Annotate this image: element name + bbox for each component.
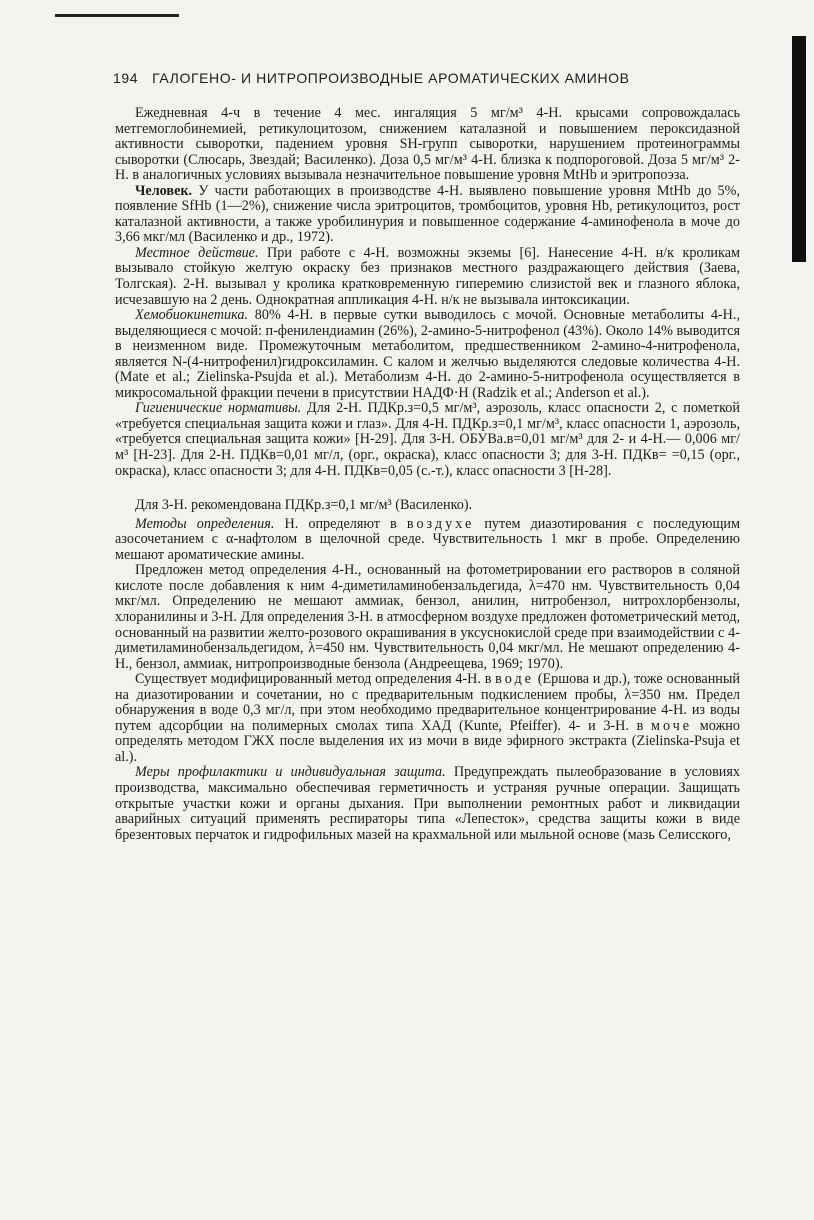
paragraph-local-action: Местное действие. При работе с 4-Н. возможны экземы [6]. Нанесение 4-Н. н/к кроликам вызывало стойкую желтую окраску без признаков местного раздражающего действия (Заева, Толгская). 2-Н. вызывал у кролика кратковременную гиперемию слизистой век и глазного яблока, исчезавшую на 2 день. Однократная аппликация 4-Н. н/к не вызывала интоксикации. xyxy=(115,244,740,308)
paragraph-water-method: Существует модифицированный метод определения 4-Н. в воде (Ершова и др.), тоже основанный на диазотировании и сочетании, но с предварительным подкислением пробы, λ=350 нм. Предел обнаружения в воде 0,3 мг/л, при этом необходимо предварительное концентрирование 4-Н. из воды путем адсорбции на полимерных смолах типа ХАД (Kunte, Pfeiffer). 4- и 3-Н. в моче можно определять методом ГЖХ после выделения их из мочи в виде эфирного экстракта (Zielinska-Psuja et al.). xyxy=(115,671,741,765)
running-header xyxy=(113,70,753,86)
paragraph-lead: Методы определения. xyxy=(135,515,275,532)
paragraph-rat-inhalation: Ежедневная 4-ч в течение 4 мес. ингаляция 5 мг/м³ 4-Н. крысами сопровождалась метгемоглобинемией, ретикулоцитозом, снижением каталазной и повышением пероксидазной активности сыворотки, падением уровня SH-групп сыворотки, нарушением протеинограммы сыворотки (Слюсарь, Звездай; Василенко). Доза 0,5 мг/м³ 4-Н. близка к подпороговой. Доза 5 мг/м³ 2-Н. в аналогичных условиях вызывала незначительное повышение уровня MtHb и эритропоэза. xyxy=(115,105,740,184)
page-number: 194 xyxy=(113,70,139,86)
paragraph-lead: Человек. xyxy=(135,182,193,199)
paragraph-lead: Меры профилактики и индивидуальная защита. xyxy=(135,764,446,781)
paragraph-human: Человек. У части работающих в производстве 4-Н. выявлено повышение уровня MtHb до 5%, появление SfHb (1—2%), снижение числа эритроцитов, тромбоцитов, уровня Hb, ретикулоцитоз, рост каталазной активности, а также уробилинурия и повышенное содержание 4-аминофенола в моче до 3,66 мкг/мл (Василенко и др., 1972). xyxy=(115,182,740,246)
paragraph-prevention: Меры профилактики и индивидуальная защита. Предупреждать пылеобразование в условиях производства, максимально обеспечивая герметичность и устраняя ручные операции. Защищать открытые участки кожи и органы дыхания. При выполнении ремонтных работ и ликвидации аварийных ситуаций применять респираторы типа «Лепесток», средства защиты кожи в виде брезентовых перчаток и гидрофильных мазей на крахмальной или мыльной основе (мазь Селисского, xyxy=(115,764,740,843)
paragraph-photometric-method: Предложен метод определения 4-Н., основанный на фотометрировании его растворов в соляной кислоте после добавления к ним 4-диметиламинобензальдегида, λ=470 нм. Чувствительность 0,04 мкг/мл. Определению не мешают аммиак, бензол, анилин, нитробензол, нитрохлорбензолы, хлоранилины и 3-Н. Для определения 3-Н. в атмосферном воздухе предложен фотометрический метод, основанный на развитии желто-розового окрашивания в уксуснокислой среде при взаимодействии с 4-диметиламинобензальдегидом, λ=450 нм. Чувствительность 0,04 мкг/мл. Не мешают определению 4-Н., бензол, аммиак, нитропроизводные бензола (Андреещева, 1969; 1970). xyxy=(115,562,740,672)
paragraph-methods: Методы определения. Н. определяют в воздухе путем диазотирования с последующим азосочетанием с α-нафтолом в щелочной среде. Чувствительность 1 мкг в пробе. Определению мешают ароматические амины. xyxy=(115,515,741,563)
top-rule xyxy=(55,14,179,17)
paragraph-lead: Хемобиокинетика. xyxy=(135,307,249,324)
running-title: ГАЛОГЕНО- И НИТРОПРОИЗВОДНЫЕ АРОМАТИЧЕСКИХ АМИНОВ xyxy=(152,70,630,86)
page-edge-bar xyxy=(792,36,806,262)
paragraph-chemobiokinetics: Хемобиокинетика. 80% 4-Н. в первые сутки выводилось с мочой. Основные метаболиты 4-Н., выделяющиеся с мочой: п-фенилендиамин (26%), 2-амино-5-нитрофенол (43%). Около 14% выводится в неизменном виде. Промежуточным метаболитом, предшественником 2-амино-4-нитрофенола, является N-(4-нитрофенил)гидроксиламин. С калом и желчью выделяются следовые количества 4-Н. (Mate et al.; Zielinska-Psujda et al.). Метаболизм 4-Н. до 2-амино-5-нитрофенола осуществляется в микросомальной фракции печени в присутствии НАДФ·Н (Radzik et al.; Anderson et al.). xyxy=(115,307,740,401)
paragraph-recommendation: Для 3-Н. рекомендована ПДКр.з=0,1 мг/м³ (Василенко). xyxy=(135,497,473,514)
paragraph-lead: Гигиенические нормативы. xyxy=(135,400,302,417)
paragraph-hygienic-standards: Гигиенические нормативы. Для 2-Н. ПДКр.з=0,5 мг/м³, аэрозоль, класс опасности 2, с пометкой «требуется специальная защита кожи и глаз». Для 4-Н. ПДКр.з=0,1 мг/м³, класс опасности 1, аэрозоль, «требуется специальная защита кожи» [Н-29]. Для 3-Н. ОБУВа.в=0,01 мг/м³ для 2- и 4-Н.— 0,006 мг/м³ [Н-23]. Для 2-Н. ПДКв=0,01 мг/л, (орг., окраска), класс опасности 3; для 3-Н. ПДКв= =0,15 (орг., окраска), класс опасности 3; для 4-Н. ПДКв=0,05 (с.-т.), класс опасности 3 [Н-28]. xyxy=(115,400,740,479)
page-body xyxy=(115,106,740,843)
paragraph-lead: Местное действие. xyxy=(135,244,259,261)
